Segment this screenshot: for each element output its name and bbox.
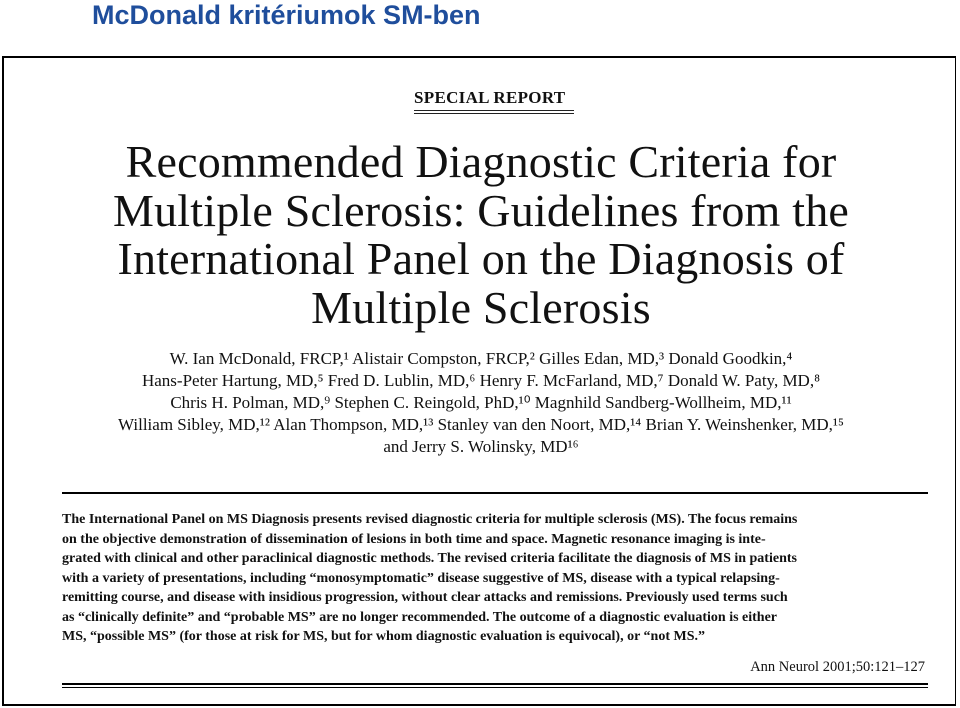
journal-citation: Ann Neurol 2001;50:121–127 [750,659,925,675]
abstract-line: as “clinically definite” and “probable MS” are no longer recommended. The outcome of a diagnostic evaluation is either [62,609,778,625]
report-label-rule [414,110,574,111]
abstract-bottom-rule [62,683,928,685]
author-line: William Sibley, MD,¹² Alan Thompson, MD,¹³ Stanley van den Noort, MD,¹⁴ Brian Y. Weinshenker, MD,¹⁵ [118,415,844,434]
author-line: Hans-Peter Hartung, MD,⁵ Fred D. Lublin, MD,⁶ Henry F. McFarland, MD,⁷ Donald W. Paty, MD,⁸ [141,371,821,390]
abstract-line: The International Panel on MS Diagnosis presents revised diagnostic criteria for multiple sclerosis (MS). The focus remains [62,512,798,527]
abstract-line: remitting course, and disease with insidious progression, without clear attacks and remissions. Previously used terms such [62,590,788,605]
title-line: Multiple Sclerosis [311,281,651,333]
author-line: and Jerry S. Wolinsky, MD¹⁶ [383,437,579,456]
special-report-label: SPECIAL REPORT [414,88,566,107]
author-line: W. Ian McDonald, FRCP,¹ Alistair Compston, FRCP,² Gilles Edan, MD,³ Donald Goodkin,⁴ [169,349,793,368]
abstract-line: grated with clinical and other paraclinical diagnostic methods. The revised criteria facilitate the diagnosis of MS in patients [62,551,797,566]
title-line: Multiple Sclerosis: Guidelines from the [112,184,850,236]
abstract [62,510,928,647]
title-line: Recommended Diagnostic Criteria for [125,136,837,187]
author-list [4,348,958,458]
paper-scan [2,56,956,706]
abstract-line: on the objective demonstration of dissemination of lesions in both time and space. Magnetic resonance imaging is inte- [62,531,766,547]
abstract-top-rule [62,492,928,494]
slide-title: McDonald kritériumok SM-ben [92,0,481,30]
author-line: Chris H. Polman, MD,⁹ Stephen C. Reingold, PhD,¹⁰ Magnhild Sandberg-Wollheim, MD,¹¹ [170,393,792,412]
paper-title [4,138,958,332]
title-line: International Panel on the Diagnosis of [117,233,845,284]
abstract-line: with a variety of presentations, including “monosymptomatic” disease suggestive of MS, disease with a typical relapsing- [62,570,780,586]
abstract-line: MS, “possible MS” (for those at risk for MS, but for whom diagnostic evaluation is equivocal), or “not MS.” [62,629,705,644]
abstract-bottom-rule [62,687,928,688]
report-label-rule [414,113,574,114]
